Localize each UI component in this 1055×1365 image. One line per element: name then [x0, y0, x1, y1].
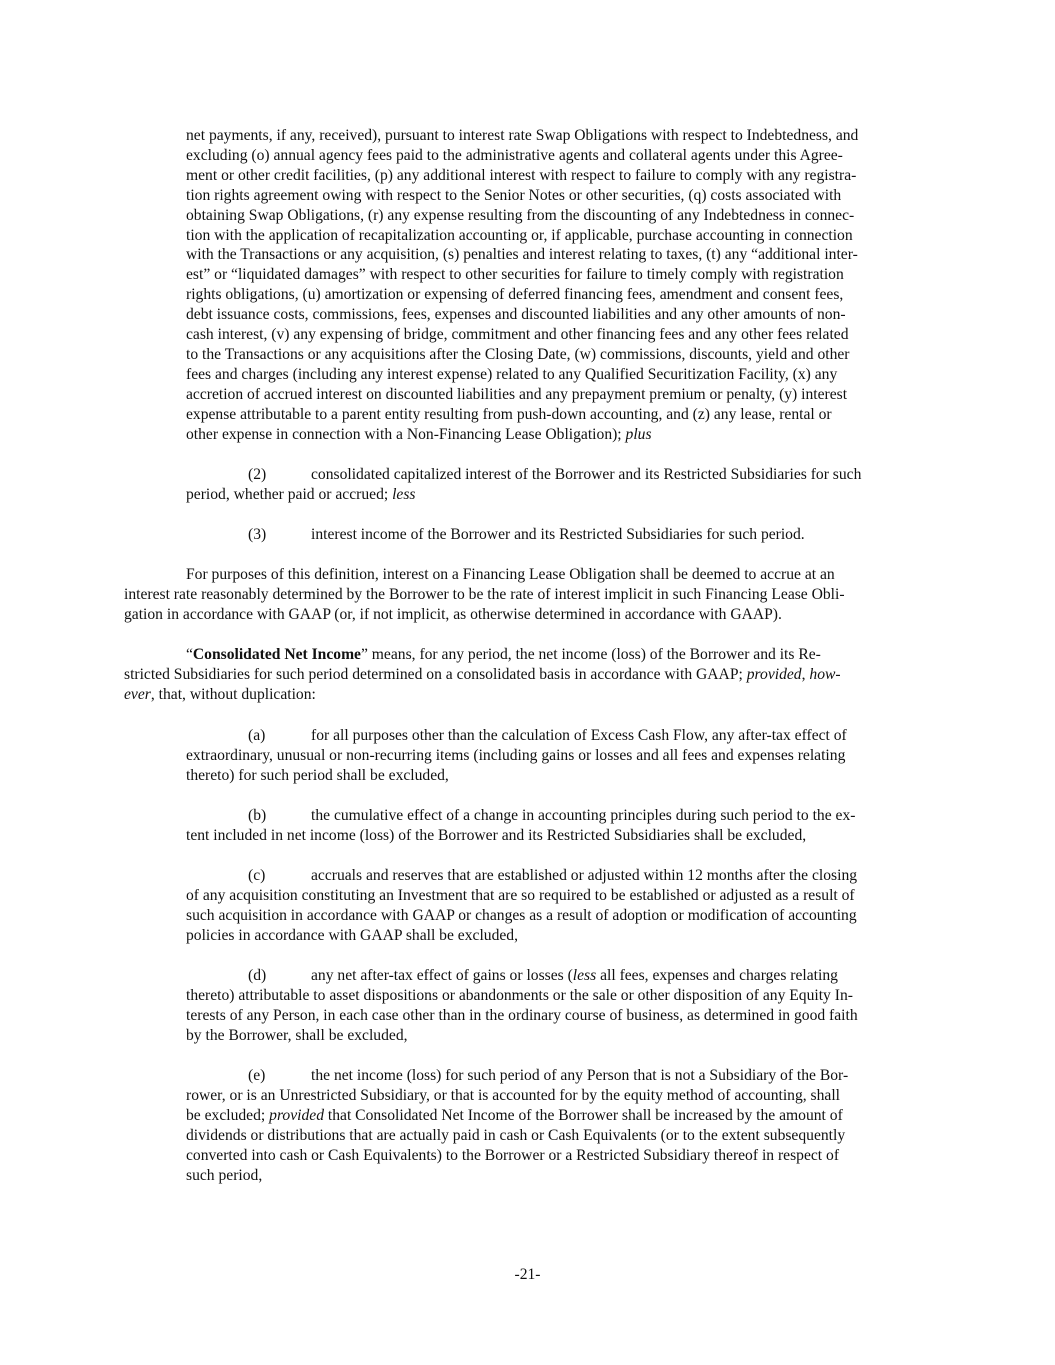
text-line: interest rate reasonably determined by the Borrower to be the rate of interest implicit in such Financing Lease Obli- [124, 585, 845, 603]
text-line: expense attributable to a parent entity resulting from push-down accounting, and (z) any lease, rental or [186, 405, 832, 423]
item-marker: (b) [248, 807, 267, 824]
text-run: interest income of the Borrower and its Restricted Subsidiaries for such period. [311, 526, 805, 543]
italic-term: less [572, 967, 597, 984]
text-line: terests of any Person, in each case other than in the ordinary course of business, as determined in good faith [186, 1006, 858, 1024]
page-number: -21- [514, 1266, 541, 1283]
list-item-b [186, 806, 855, 846]
item-first-line [186, 1066, 848, 1086]
text-line: extraordinary, unusual or non-recurring items (including gains or losses and all fees and expenses relating [186, 746, 846, 764]
italic-term: provided [269, 1106, 324, 1124]
text-run: any net after-tax effect of gains or losses ( [311, 967, 573, 984]
text-line: For purposes of this definition, interest on a Financing Lease Obligation shall be deemed to accrue at an [186, 566, 835, 583]
item-first-line [186, 806, 855, 826]
item-marker: (a) [248, 727, 266, 744]
text-line: obtaining Swap Obligations, (r) any expense resulting from the discounting of any Indebtedness in connec- [186, 206, 855, 224]
text-line: fees and charges (including any interest expense) related to any Qualified Securitization Facility, (x) any [186, 365, 838, 383]
item-first-line [186, 525, 805, 545]
text-line [186, 425, 858, 445]
text-line: excluding (o) annual agency fees paid to the administrative agents and collateral agents under this Agree- [186, 146, 843, 164]
text-run: stricted Subsidiaries for such period determined on a consolidated basis in accordance with GAAP; [124, 665, 747, 683]
text-line: of any acquisition constituting an Investment that are so required to be established or adjusted as a result of [186, 886, 855, 904]
italic-term: provided [746, 665, 802, 683]
italic-term: less [392, 485, 416, 503]
text-run: accruals and reserves that are established or adjusted within 12 months after the closing [311, 867, 858, 884]
item-first-line [186, 465, 861, 485]
item-first-line [186, 866, 857, 886]
text-line [124, 665, 841, 685]
text-run: the cumulative effect of a change in accounting principles during such period to the ex- [311, 807, 856, 824]
italic-term: plus [625, 425, 652, 443]
text-line: tion with the application of recapitalization accounting or, if applicable, purchase accounting in connection [186, 226, 853, 244]
text-line: such acquisition in accordance with GAAP or changes as a result of adoption or modification of accounting [186, 906, 857, 924]
text-line: gation in accordance with GAAP (or, if not implicit, as otherwise determined in accordance with GAAP). [124, 605, 782, 623]
text-line: debt issuance costs, commissions, fees, expenses and discounted liabilities and any other amounts of non- [186, 306, 846, 324]
text-line [124, 645, 841, 665]
list-item-c [186, 866, 857, 946]
item-first-line [186, 726, 847, 746]
text-line: policies in accordance with GAAP shall be excluded, [186, 926, 518, 944]
item-marker: (2) [248, 466, 267, 483]
text-line: rights obligations, (u) amortization or expensing of deferred financing fees, amendment and consent fees, [186, 286, 844, 304]
text-line [186, 1106, 848, 1126]
text-line: net payments, if any, received), pursuant to interest rate Swap Obligations with respect to Indebtedness, and [186, 127, 859, 144]
text-run: that Consolidated Net Income of the Borrower shall be increased by the amount of [324, 1106, 843, 1124]
text-line: cash interest, (v) any expensing of bridge, commitment and other financing fees and any other fees related [186, 326, 849, 344]
italic-term: ever [124, 685, 151, 703]
item-first-line [186, 966, 858, 986]
text-run: “ [186, 646, 193, 663]
list-item-e [186, 1066, 848, 1185]
list-item-3 [186, 525, 805, 545]
list-item-2 [186, 465, 861, 505]
text-line: accretion of accrued interest on discounted liabilities and any prepayment premium or penalty, (y) interest [186, 385, 848, 403]
text-run: all fees, expenses and charges relating [596, 967, 838, 984]
text-run: ” means, for any period, the net income (loss) of the Borrower and its Re- [360, 646, 821, 663]
italic-term: how- [809, 665, 841, 683]
text-run: for all purposes other than the calculation of Excess Cash Flow, any after-tax effect of [311, 727, 847, 744]
text-line [124, 685, 841, 705]
text-line: tent included in net income (loss) of the Borrower and its Restricted Subsidiaries shall be excluded, [186, 826, 807, 844]
text-line: such period, [186, 1166, 263, 1184]
item-marker: (d) [248, 967, 267, 984]
item-marker: (3) [248, 526, 267, 543]
text-line: est” or “liquidated damages” with respect to other securities for failure to timely comply with registration [186, 266, 844, 284]
text-line [186, 485, 861, 505]
item-marker: (c) [248, 867, 266, 884]
list-item-d [186, 966, 858, 1046]
text-line: with the Transactions or any acquisition, (s) penalties and interest relating to taxes, (t) any “additional inter- [186, 246, 858, 264]
text-line: converted into cash or Cash Equivalents) to the Borrower or a Restricted Subsidiary thereof in respect of [186, 1146, 840, 1164]
defined-term: Consolidated Net Income [192, 646, 361, 663]
paragraph-interest-exclusions [186, 126, 858, 445]
text-line: rower, or is an Unrestricted Subsidiary, or that is accounted for by the equity method of accounting, shall [186, 1086, 840, 1104]
text-run: consolidated capitalized interest of the Borrower and its Restricted Subsidiaries for such [311, 466, 862, 483]
text-line: thereto) attributable to asset dispositions or abandonments or the sale or other disposition of any Equity In- [186, 986, 853, 1004]
text-line: by the Borrower, shall be excluded, [186, 1026, 408, 1044]
text-run: , [801, 665, 810, 683]
text-run: period, whether paid or accrued; [186, 485, 393, 503]
list-item-a [186, 726, 847, 786]
definition-consolidated-net-income [124, 645, 841, 705]
text-line: ment or other credit facilities, (p) any additional interest with respect to failure to comply with any registra- [186, 166, 857, 184]
text-run: be excluded; [186, 1106, 270, 1124]
text-line: dividends or distributions that are actually paid in cash or Cash Equivalents (or to the extent subsequently [186, 1126, 846, 1144]
text-line: to the Transactions or any acquisitions after the Closing Date, (w) commissions, discounts, yield and other [186, 345, 850, 363]
paragraph-financing-lease-interest [124, 565, 845, 625]
text-line: tion rights agreement owing with respect to the Senior Notes or other securities, (q) costs associated with [186, 186, 842, 204]
text-run: , that, without duplication: [150, 685, 316, 703]
text-run: other expense in connection with a Non-Financing Lease Obligation); [186, 425, 626, 443]
text-run: the net income (loss) for such period of any Person that is not a Subsidiary of the Bor- [311, 1067, 849, 1084]
item-marker: (e) [248, 1067, 266, 1084]
text-line: thereto) for such period shall be excluded, [186, 766, 449, 784]
